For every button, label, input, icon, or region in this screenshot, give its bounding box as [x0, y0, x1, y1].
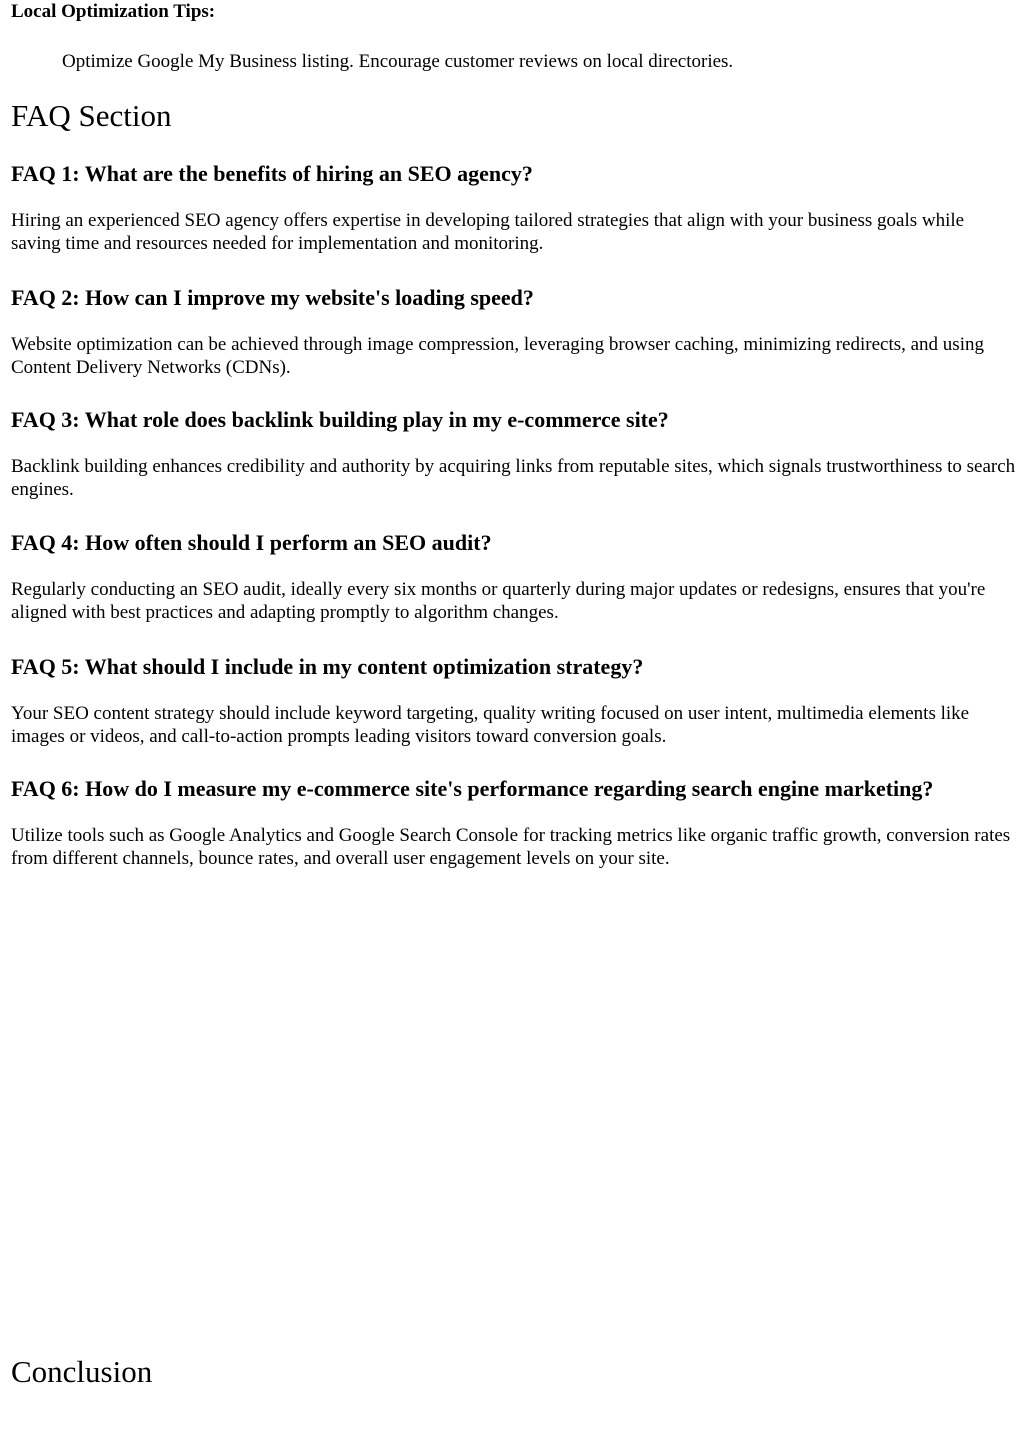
- faq-section-heading: FAQ Section: [11, 98, 172, 133]
- faq-answer: Backlink building enhances credibility and authority by acquiring links from reputable sites, which signals trustworthiness to search engines.: [11, 456, 1016, 500]
- faq-answer: Your SEO content strategy should include keyword targeting, quality writing focused on user intent, multimedia elements like images or videos, and call-to-action prompts leading visitors toward conversion goals.: [11, 703, 970, 747]
- faq-item: [11, 284, 1016, 379]
- faq-item: [11, 775, 1016, 870]
- faq-question: FAQ 5: What should I include in my content optimization strategy?: [11, 654, 644, 679]
- faq-answer: Utilize tools such as Google Analytics and Google Search Console for tracking metrics like organic traffic growth, conversion rates from different channels, bounce rates, and overall user engagement levels on your site.: [11, 825, 1011, 869]
- faq-item: [11, 406, 1016, 501]
- conclusion-heading: Conclusion: [11, 1354, 153, 1389]
- faq-item: [11, 160, 1016, 255]
- faq-answer: Regularly conducting an SEO audit, ideally every six months or quarterly during major updates or redesigns, ensures that you're aligned with best practices and adapting promptly to algorithm changes.: [11, 579, 986, 623]
- faq-answer: Website optimization can be achieved through image compression, leveraging browser caching, minimizing redirects, and using Content Delivery Networks (CDNs).: [11, 334, 984, 378]
- faq-item: [11, 529, 1016, 624]
- faq-item: [11, 653, 1016, 748]
- faq-question: FAQ 4: How often should I perform an SEO audit?: [11, 530, 492, 555]
- faq-answer: Hiring an experienced SEO agency offers expertise in developing tailored strategies that align with your business goals while saving time and resources needed for implementation and monitoring.: [11, 210, 965, 254]
- faq-question: FAQ 6: How do I measure my e-commerce site's performance regarding search engine marketing?: [11, 776, 934, 801]
- faq-question: FAQ 1: What are the benefits of hiring an SEO agency?: [11, 161, 533, 186]
- local-optimization-heading: Local Optimization Tips:: [11, 1, 216, 22]
- faq-question: FAQ 2: How can I improve my website's loading speed?: [11, 285, 534, 310]
- local-optimization-tips: Optimize Google My Business listing. Encourage customer reviews on local directories.: [62, 51, 734, 72]
- faq-question: FAQ 3: What role does backlink building play in my e-commerce site?: [11, 407, 669, 432]
